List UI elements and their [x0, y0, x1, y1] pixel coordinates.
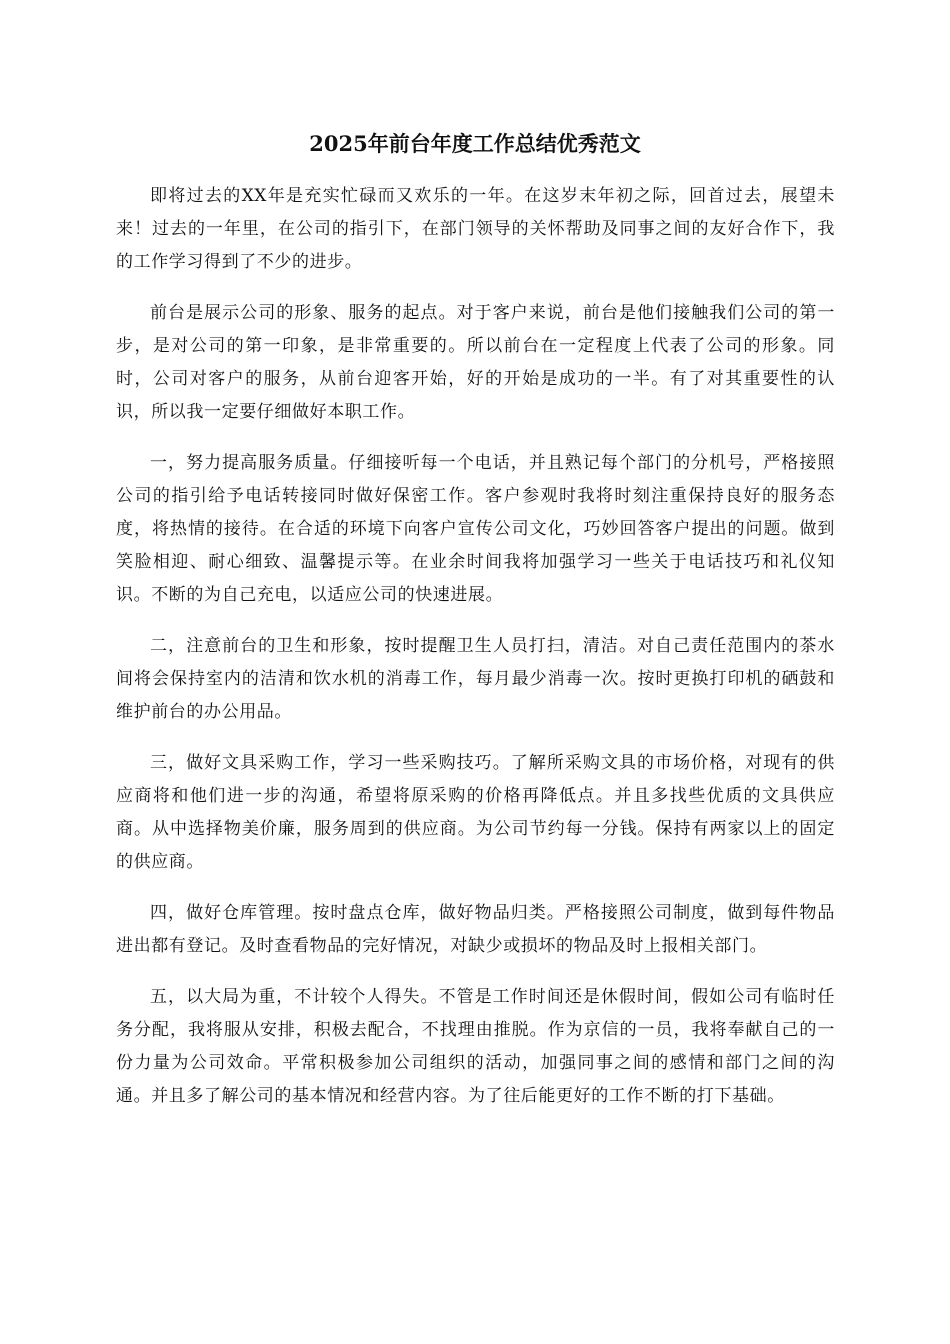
paragraph-point-4: 四，做好仓库管理。按时盘点仓库，做好物品归类。严格接照公司制度，做到每件物品进出都有登记。及时查看物品的完好情况，对缺少或损坏的物品及时上报相关部门。	[116, 903, 835, 956]
document-body	[116, 180, 835, 1131]
paragraph-front-desk-role: 前台是展示公司的形象、服务的起点。对于客户来说，前台是他们接触我们公司的第一步，是对公司的第一印象，是非常重要的。所以前台在一定程度上代表了公司的形象。同时，公司对客户的服务，从前台迎客开始，好的开始是成功的一半。有了对其重要性的认识，所以我一定要仔细做好本职工作。	[116, 303, 835, 422]
paragraph-point-3: 三，做好文具采购工作，学习一些采购技巧。了解所采购文具的市场价格，对现有的供应商将和他们进一步的沟通，希望将原采购的价格再降低点。并且多找些优质的文具供应商。从中选择物美价廉，服务周到的供应商。为公司节约每一分钱。保持有两家以上的固定的供应商。	[116, 753, 835, 872]
paragraph-intro: 即将过去的XX年是充实忙碌而又欢乐的一年。在这岁末年初之际，回首过去，展望未来！过去的一年里，在公司的指引下，在部门领导的关怀帮助及同事之间的友好合作下，我的工作学习得到了不少的进步。	[116, 186, 835, 272]
paragraph-point-2: 二，注意前台的卫生和形象，按时提醒卫生人员打扫，清洁。对自己责任范围内的茶水间将会保持室内的洁清和饮水机的消毒工作，每月最少消毒一次。按时更换打印机的硒鼓和维护前台的办公用品。	[116, 636, 835, 722]
paragraph-point-5: 五，以大局为重，不计较个人得失。不管是工作时间还是休假时间，假如公司有临时任务分配，我将服从安排，积极去配合，不找理由推脱。作为京信的一员，我将奉献自己的一份力量为公司效命。平常积极参加公司组织的活动，加强同事之间的感情和部门之间的沟通。并且多了解公司的基本情况和经营内容。为了往后能更好的工作不断的打下基础。	[116, 987, 835, 1106]
document-title: 2025年前台年度工作总结优秀范文	[309, 131, 641, 157]
paragraph-point-1: 一，努力提高服务质量。仔细接听每一个电话，并且熟记每个部门的分机号，严格接照公司的指引给予电话转接同时做好保密工作。客户参观时我将时刻注重保持良好的服务态度，将热情的接待。在合适的环境下向客户宣传公司文化，巧妙回答客户提出的问题。做到笑脸相迎、耐心细致、温馨提示等。在业余时间我将加强学习一些关于电话技巧和礼仪知识。不断的为自己充电，以适应公司的快速进展。	[116, 453, 835, 605]
